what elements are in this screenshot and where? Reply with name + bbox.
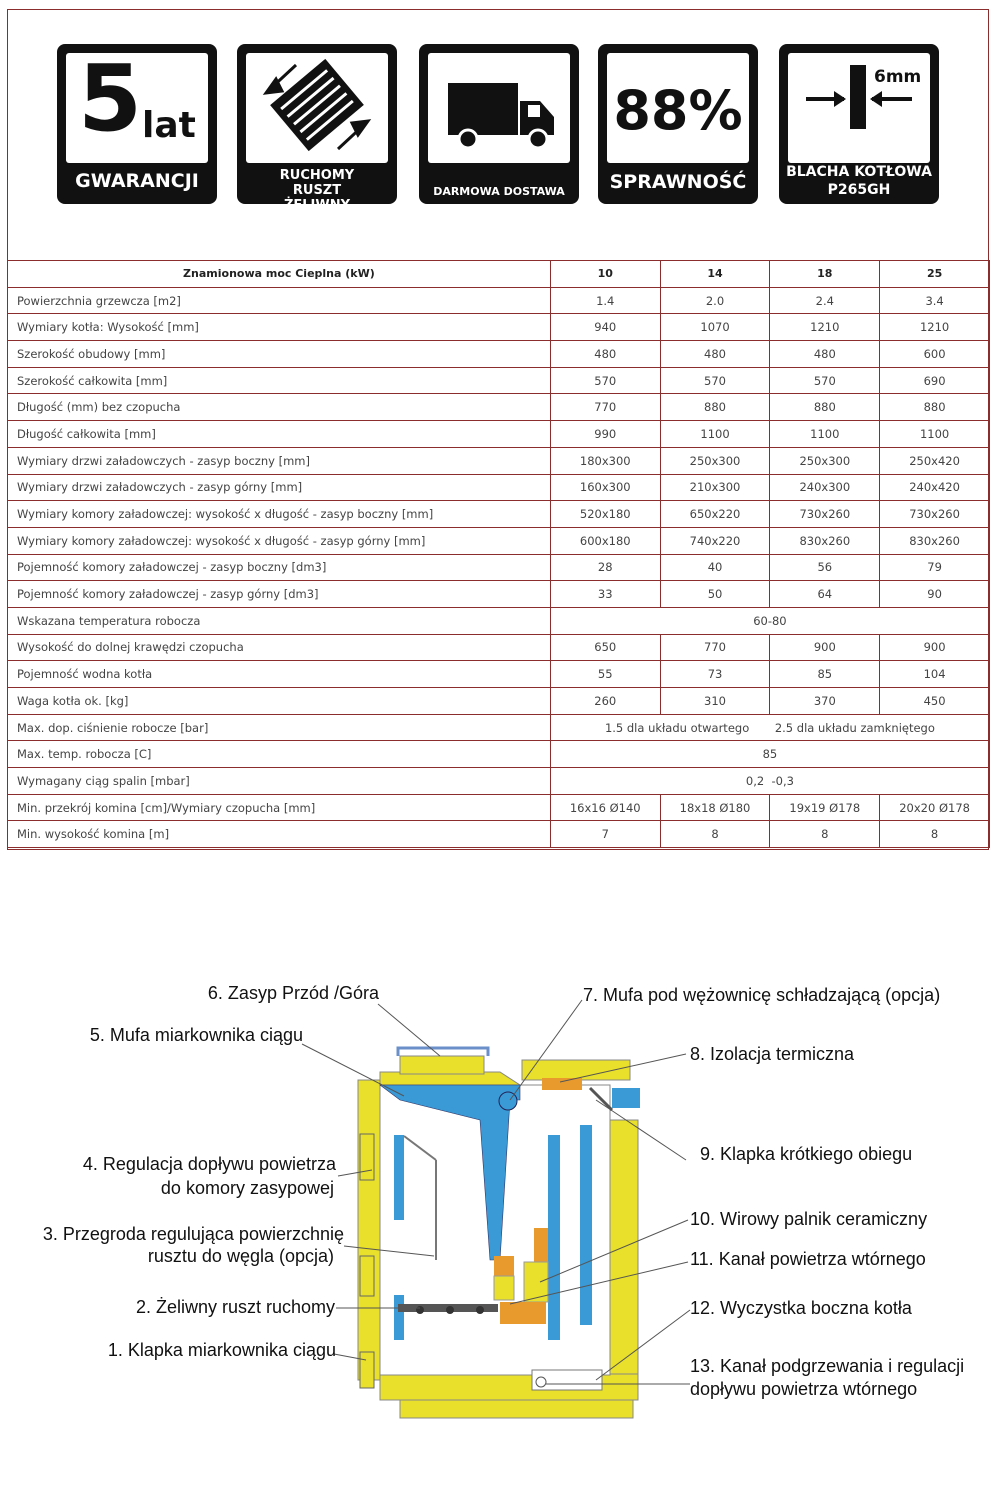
row-label: Max. temp. robocza [C]: [8, 741, 551, 768]
row-label: Max. dop. ciśnienie robocze [bar]: [8, 714, 551, 741]
row-label: Wysokość do dolnej krawędzi czopucha: [8, 634, 551, 661]
row-label: Min. wysokość komina [m]: [8, 821, 551, 848]
efficiency-icon: [607, 53, 749, 163]
row-label: Wymiary drzwi załadowczych - zasyp górny [mm]: [8, 474, 551, 501]
callout-7: 7. Mufa pod wężownicę schładzającą (opcja): [583, 985, 941, 1005]
row-value: 730x260: [770, 501, 880, 528]
table-row: [8, 474, 990, 501]
row-value: 730x260: [880, 501, 990, 528]
table-row: [8, 581, 990, 608]
table-row: [8, 341, 990, 368]
table-row: [8, 821, 990, 848]
table-row: [8, 554, 990, 581]
table-row: [8, 394, 990, 421]
table-row: [8, 367, 990, 394]
table-row: [8, 527, 990, 554]
delivery-label: DARMOWA DOSTAWA: [433, 185, 565, 198]
row-value: 650x220: [660, 501, 770, 528]
badge-grate: [237, 44, 397, 213]
water-jacket-front-low: [394, 1295, 404, 1340]
table-row: [8, 741, 990, 768]
thermal-insulation-block: [542, 1078, 582, 1090]
callout-10: 10. Wirowy palnik ceramiczny: [690, 1209, 928, 1229]
table-row: [8, 768, 990, 795]
row-value: 2.4: [770, 287, 880, 314]
warranty-years: 5: [78, 45, 143, 152]
callout-13a: 13. Kanał podgrzewania i regulacji: [690, 1356, 965, 1376]
header-cell: Znamionowa moc Cieplna (kW): [8, 261, 551, 288]
table-header-row: [8, 261, 990, 288]
row-value: 104: [880, 661, 990, 688]
row-value: 1.4: [550, 287, 660, 314]
badge-plate: [779, 44, 939, 204]
water-channel-2: [580, 1125, 592, 1325]
callout-4a: 4. Regulacja dopływu powietrza: [82, 1154, 336, 1174]
row-value: 8: [880, 821, 990, 848]
table-body: [8, 287, 990, 847]
callout-9: 9. Klapka krótkiego obiegu: [700, 1144, 913, 1164]
callout-2: 2. Żeliwny ruszt ruchomy: [135, 1297, 335, 1317]
row-value: 880: [660, 394, 770, 421]
table-row: [8, 501, 990, 528]
top-hatch-handle: [398, 1048, 488, 1056]
row-value: 310: [660, 688, 770, 715]
row-value: 260: [550, 688, 660, 715]
row-value: 650: [550, 634, 660, 661]
row-value: 8: [660, 821, 770, 848]
row-value: 33: [550, 581, 660, 608]
badge-efficiency: [598, 44, 758, 204]
spec-table: [7, 260, 990, 848]
lower-door: [360, 1352, 374, 1388]
truck-icon: [428, 53, 570, 163]
row-value: 1100: [660, 421, 770, 448]
callout-3a: 3. Przegroda regulująca powierzchnię: [42, 1224, 344, 1244]
row-value: 880: [770, 394, 880, 421]
plate-measure: 6mm: [874, 67, 922, 87]
row-value: 370: [770, 688, 880, 715]
row-value: 480: [660, 341, 770, 368]
flue-outlet: [612, 1088, 640, 1108]
row-value: 210x300: [660, 474, 770, 501]
row-value: 770: [550, 394, 660, 421]
row-label: Min. przekrój komina [cm]/Wymiary czopucha [mm]: [8, 794, 551, 821]
front-insulation: [358, 1080, 380, 1380]
row-value: 64: [770, 581, 880, 608]
efficiency-label: SPRAWNOŚĆ: [609, 171, 747, 193]
callout-13b: dopływu powietrza wtórnego: [690, 1379, 918, 1399]
table-row: [8, 287, 990, 314]
row-value: 1070: [660, 314, 770, 341]
row-value: 20x20 Ø178: [880, 794, 990, 821]
row-merged-value: 85: [550, 741, 989, 768]
row-value: 940: [550, 314, 660, 341]
row-label: Powierzchnia grzewcza [m2]: [8, 287, 551, 314]
row-value: 3.4: [880, 287, 990, 314]
callout-1: 1. Klapka miarkownika ciągu: [107, 1340, 336, 1360]
middle-door: [360, 1256, 374, 1296]
warranty-unit: lat: [142, 105, 196, 146]
row-value: 56: [770, 554, 880, 581]
row-value: 480: [770, 341, 880, 368]
row-value: 740x220: [660, 527, 770, 554]
table-row: [8, 688, 990, 715]
table-row: [8, 794, 990, 821]
row-merged-value: 60-80: [550, 607, 989, 634]
row-label: Szerokość całkowita [mm]: [8, 367, 551, 394]
row-label: Wymiary drzwi załadowczych - zasyp boczny [mm]: [8, 447, 551, 474]
water-jacket-front: [394, 1135, 404, 1220]
row-label: Waga kotła ok. [kg]: [8, 688, 551, 715]
row-value: 250x300: [770, 447, 880, 474]
row-value: 8: [770, 821, 880, 848]
base-plinth: [400, 1400, 633, 1418]
badge-delivery: [419, 44, 579, 204]
header-cell: 18: [770, 261, 880, 288]
table-row: [8, 661, 990, 688]
row-value: 880: [880, 394, 990, 421]
row-label: Pojemność komory załadowczej - zasyp górny [dm3]: [8, 581, 551, 608]
row-value: 55: [550, 661, 660, 688]
header-cell: 25: [880, 261, 990, 288]
row-value: 450: [880, 688, 990, 715]
row-value: 2.0: [660, 287, 770, 314]
row-value: 570: [550, 367, 660, 394]
row-label: Pojemność wodna kotła: [8, 661, 551, 688]
row-label: Wymagany ciąg spalin [mbar]: [8, 768, 551, 795]
callout-11: 11. Kanał powietrza wtórnego: [690, 1249, 926, 1269]
warranty-label: GWARANCJI: [75, 170, 199, 192]
row-value: 520x180: [550, 501, 660, 528]
row-merged-value: 0,2 -0,3: [550, 768, 989, 795]
row-value: 160x300: [550, 474, 660, 501]
top-hatch: [400, 1056, 484, 1074]
row-value: 600x180: [550, 527, 660, 554]
callout-3b: rusztu do węgla (opcja): [147, 1246, 334, 1266]
row-value: 690: [880, 367, 990, 394]
ceramic-block-1: [494, 1256, 514, 1276]
grate-label: RUCHOMY RUSZT ŻELIWNY: [279, 168, 355, 213]
feature-badges: [0, 0, 982, 250]
row-label: Pojemność komory załadowczej - zasyp boczny [dm3]: [8, 554, 551, 581]
table-row: [8, 447, 990, 474]
row-value: 570: [660, 367, 770, 394]
row-value: 830x260: [770, 527, 880, 554]
row-value: 990: [550, 421, 660, 448]
row-value: 1100: [770, 421, 880, 448]
row-label: Wymiary komory załadowczej: wysokość x długość - zasyp boczny [mm]: [8, 501, 551, 528]
table-row: [8, 714, 990, 741]
row-value: 900: [880, 634, 990, 661]
air-regulation-knob: [536, 1377, 546, 1387]
row-merged-value: 1.5 dla układu otwartego 2.5 dla układu zamkniętego: [550, 714, 989, 741]
callout-12: 12. Wyczystka boczna kotła: [690, 1298, 912, 1318]
row-value: 250x420: [880, 447, 990, 474]
row-value: 90: [880, 581, 990, 608]
callout-4b: do komory zasypowej: [160, 1178, 334, 1198]
callout-6: 6. Zasyp Przód /Góra: [207, 983, 379, 1003]
row-value: 73: [660, 661, 770, 688]
row-value: 830x260: [880, 527, 990, 554]
row-value: 16x16 Ø140: [550, 794, 660, 821]
row-label: Długość całkowita [mm]: [8, 421, 551, 448]
row-value: 79: [880, 554, 990, 581]
row-label: Wymiary komory załadowczej: wysokość x długość - zasyp górny [mm]: [8, 527, 551, 554]
row-label: Długość (mm) bez czopucha: [8, 394, 551, 421]
water-channel-1: [548, 1135, 560, 1340]
efficiency-value: 88%: [613, 79, 743, 142]
plate-label: BLACHA KOTŁOWA: [786, 164, 932, 180]
row-value: 250x300: [660, 447, 770, 474]
table-row: [8, 421, 990, 448]
row-value: 50: [660, 581, 770, 608]
table-row: [8, 634, 990, 661]
row-value: 240x420: [880, 474, 990, 501]
row-value: 19x19 Ø178: [770, 794, 880, 821]
row-value: 1100: [880, 421, 990, 448]
row-label: Wymiary kotła: Wysokość [mm]: [8, 314, 551, 341]
ceramic-block-5: [500, 1302, 546, 1324]
callout-5: 5. Mufa miarkownika ciągu: [89, 1025, 303, 1045]
row-label: Szerokość obudowy [mm]: [8, 341, 551, 368]
plate-thickness-icon: [788, 53, 930, 163]
row-value: 28: [550, 554, 660, 581]
row-value: 480: [550, 341, 660, 368]
badge-warranty: [57, 44, 217, 204]
row-value: 770: [660, 634, 770, 661]
plate-grade: P265GH: [827, 182, 891, 198]
upper-door: [360, 1134, 374, 1180]
row-label: Wskazana temperatura robocza: [8, 607, 551, 634]
row-value: 85: [770, 661, 880, 688]
table-row: [8, 607, 990, 634]
warranty-icon: [66, 45, 208, 163]
row-value: 1210: [880, 314, 990, 341]
row-value: 1210: [770, 314, 880, 341]
header-cell: 14: [660, 261, 770, 288]
ceramic-block-2: [494, 1276, 514, 1300]
grate-icon: [246, 53, 388, 163]
row-value: 180x300: [550, 447, 660, 474]
row-value: 600: [880, 341, 990, 368]
callout-8: 8. Izolacja termiczna: [690, 1044, 855, 1064]
row-value: 900: [770, 634, 880, 661]
header-cell: 10: [550, 261, 660, 288]
row-value: 240x300: [770, 474, 880, 501]
row-value: 570: [770, 367, 880, 394]
row-value: 7: [550, 821, 660, 848]
boiler-diagram: [0, 960, 1000, 1440]
table-row: [8, 314, 990, 341]
row-value: 40: [660, 554, 770, 581]
row-value: 18x18 Ø180: [660, 794, 770, 821]
